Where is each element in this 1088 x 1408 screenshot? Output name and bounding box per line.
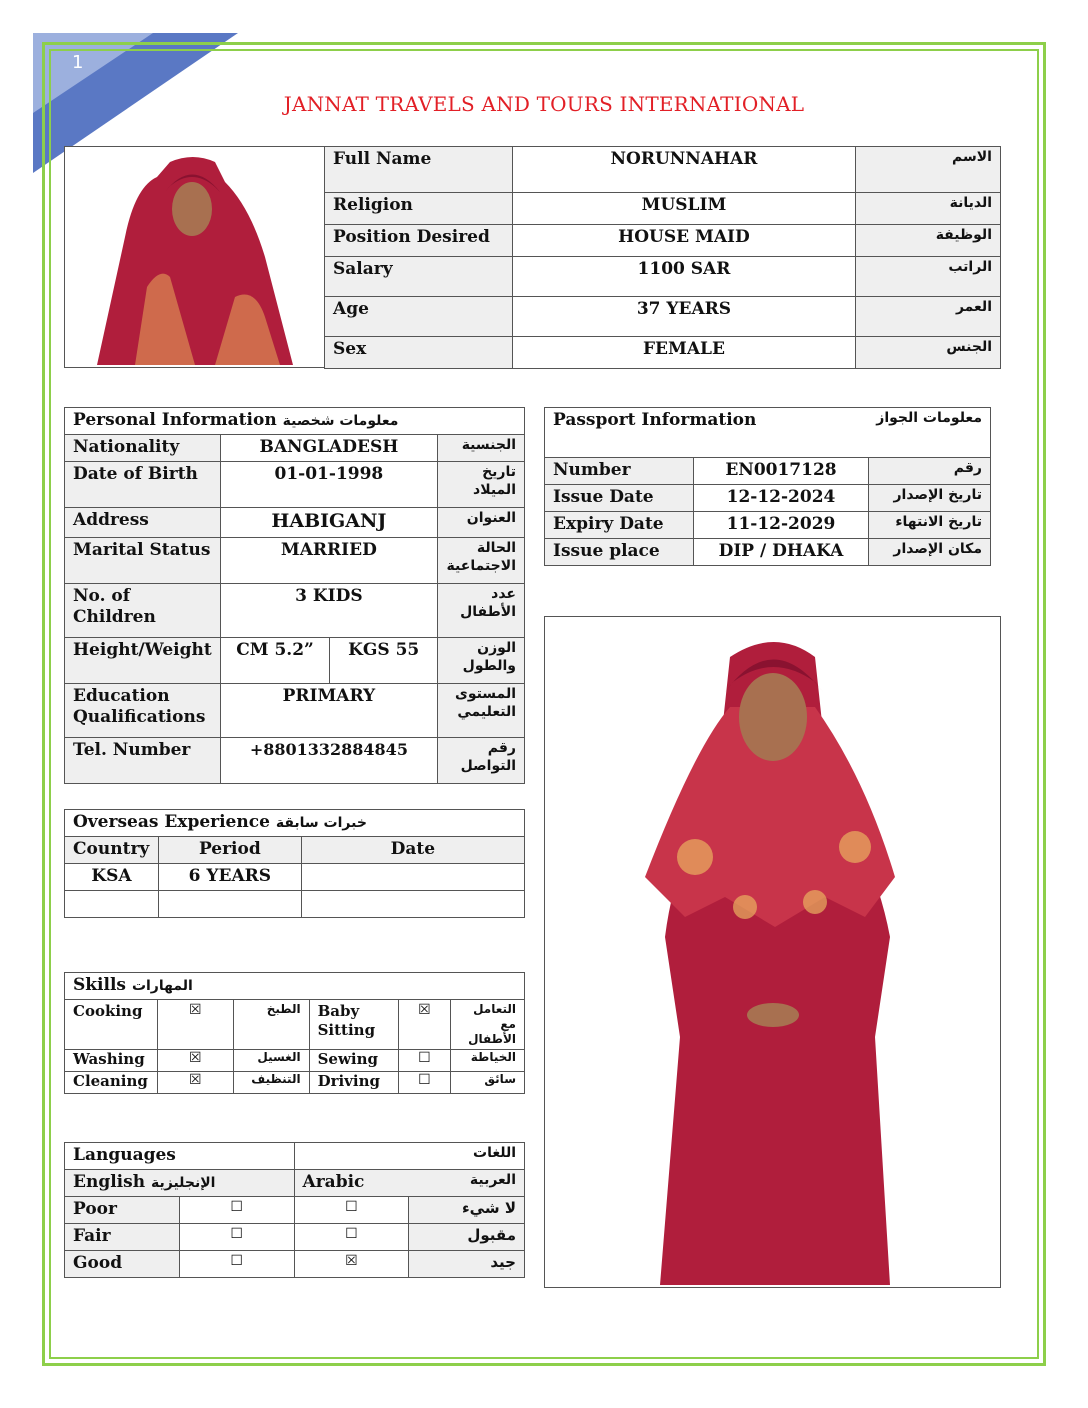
experience-period — [158, 891, 301, 918]
table-row — [65, 1170, 525, 1197]
skill-washing-arabic: الغسيل — [233, 1050, 309, 1072]
language-level-fair-arabic: مقبول — [409, 1224, 525, 1251]
religion-arabic: الديانة — [856, 193, 1001, 225]
age-label: Age — [325, 297, 513, 337]
experience-date — [301, 891, 524, 918]
issue-place-value: DIP / DHAKA — [693, 539, 869, 566]
table-row — [325, 297, 1001, 337]
english-fair-checkbox[interactable]: ☐ — [179, 1224, 294, 1251]
personal-info-table — [64, 407, 525, 784]
language-level-good-arabic: جيد — [409, 1251, 525, 1278]
address-label: Address — [65, 508, 221, 538]
skills-table — [64, 972, 525, 1094]
height-value: CM 5.2” — [220, 638, 330, 684]
language-level-poor: Poor — [65, 1197, 180, 1224]
skills-header — [65, 973, 525, 1000]
passport-number-arabic: رقم — [869, 458, 991, 485]
table-row — [325, 193, 1001, 225]
passport-header-arabic: معلومات الجواز — [876, 410, 982, 426]
english-column-header — [65, 1170, 295, 1197]
table-row — [325, 225, 1001, 257]
portrait-photo-small — [64, 146, 325, 368]
english-label: English — [73, 1172, 146, 1192]
passport-info-table — [544, 407, 991, 566]
skill-cleaning-label: Cleaning — [65, 1072, 158, 1094]
table-row — [65, 891, 525, 918]
children-arabic: عدد الأطفال — [438, 584, 525, 638]
table-row — [65, 435, 525, 462]
issue-place-arabic: مكان الإصدار — [869, 539, 991, 566]
position-value: HOUSE MAID — [512, 225, 855, 257]
table-row — [65, 684, 525, 738]
languages-table — [64, 1142, 525, 1278]
table-row — [545, 408, 991, 458]
table-row — [545, 458, 991, 485]
english-good-checkbox[interactable]: ☐ — [179, 1251, 294, 1278]
dob-label: Date of Birth — [65, 462, 221, 508]
table-row — [65, 973, 525, 1000]
passport-number-value: EN0017128 — [693, 458, 869, 485]
skill-sewing-label: Sewing — [309, 1050, 398, 1072]
passport-number-label: Number — [545, 458, 694, 485]
table-row — [545, 485, 991, 512]
arabic-good-checkbox[interactable]: ☒ — [294, 1251, 409, 1278]
table-row — [65, 1143, 525, 1170]
skill-washing-label: Washing — [65, 1050, 158, 1072]
education-value: PRIMARY — [220, 684, 437, 738]
table-row — [65, 508, 525, 538]
passport-header-label: Passport Information — [553, 410, 757, 430]
country-column-header: Country — [65, 837, 159, 864]
skill-sewing-arabic: الخياطة — [451, 1050, 525, 1072]
tel-label: Tel. Number — [65, 738, 221, 784]
skill-driving-arabic: سائق — [451, 1072, 525, 1094]
age-value: 37 YEARS — [512, 297, 855, 337]
table-row — [545, 512, 991, 539]
nationality-value: BANGLADESH — [220, 435, 437, 462]
education-arabic: المستوى التعليمي — [438, 684, 525, 738]
period-column-header: Period — [158, 837, 301, 864]
skills-header-label: Skills — [73, 975, 127, 995]
salary-label: Salary — [325, 257, 513, 297]
experience-country — [65, 891, 159, 918]
height-weight-arabic: الوزن والطول — [438, 638, 525, 684]
english-poor-checkbox[interactable]: ☐ — [179, 1197, 294, 1224]
experience-country: KSA — [65, 864, 159, 891]
skills-header-arabic: المهارات — [131, 978, 193, 994]
height-weight-label: Height/Weight — [65, 638, 221, 684]
sex-value: FEMALE — [512, 337, 855, 369]
skill-cooking-arabic: الطبخ — [233, 1000, 309, 1050]
table-row — [65, 1197, 525, 1224]
languages-header-arabic: اللغات — [294, 1143, 524, 1170]
children-label: No. of Children — [65, 584, 221, 638]
table-row — [65, 1050, 525, 1072]
address-value: HABIGANJ — [220, 508, 437, 538]
issue-date-label: Issue Date — [545, 485, 694, 512]
overseas-header-label: Overseas Experience — [73, 812, 270, 832]
address-arabic: العنوان — [438, 508, 525, 538]
skill-sewing-checkbox[interactable]: ☐ — [398, 1050, 451, 1072]
experience-period: 6 YEARS — [158, 864, 301, 891]
skill-cooking-checkbox[interactable]: ☒ — [157, 1000, 233, 1050]
skill-baby-sitting-arabic: التعامل مع الأطفال — [451, 1000, 525, 1050]
language-level-fair: Fair — [65, 1224, 180, 1251]
table-row — [325, 147, 1001, 193]
table-row — [65, 638, 525, 684]
personal-header — [65, 408, 525, 435]
table-row — [65, 1251, 525, 1278]
issue-place-label: Issue place — [545, 539, 694, 566]
arabic-column-header — [294, 1170, 524, 1197]
nationality-label: Nationality — [65, 435, 221, 462]
sex-arabic: الجنس — [856, 337, 1001, 369]
sex-label: Sex — [325, 337, 513, 369]
table-row — [325, 337, 1001, 369]
education-label: Education Qualifications — [65, 684, 221, 738]
marital-value: MARRIED — [220, 538, 437, 584]
issue-date-value: 12-12-2024 — [693, 485, 869, 512]
skill-washing-checkbox[interactable]: ☒ — [157, 1050, 233, 1072]
skill-baby-sitting-checkbox[interactable]: ☒ — [398, 1000, 451, 1050]
tel-value: +8801332884845 — [220, 738, 437, 784]
overseas-header — [65, 810, 525, 837]
table-row — [65, 837, 525, 864]
table-row — [65, 1072, 525, 1094]
expiry-date-label: Expiry Date — [545, 512, 694, 539]
dob-value: 01-01-1998 — [220, 462, 437, 508]
arabic-poor-checkbox[interactable]: ☐ — [294, 1197, 409, 1224]
arabic-label: Arabic — [302, 1172, 365, 1192]
languages-header-label: Languages — [65, 1143, 295, 1170]
marital-label: Marital Status — [65, 538, 221, 584]
salary-value: 1100 SAR — [512, 257, 855, 297]
skill-baby-sitting-label: Baby Sitting — [309, 1000, 398, 1050]
position-label: Position Desired — [325, 225, 513, 257]
expiry-date-value: 11-12-2029 — [693, 512, 869, 539]
agency-title: JANNAT TRAVELS AND TOURS INTERNATIONAL — [283, 92, 805, 116]
skill-cooking-label: Cooking — [65, 1000, 158, 1050]
expiry-date-arabic: تاريخ الانتهاء — [869, 512, 991, 539]
table-row — [65, 810, 525, 837]
experience-date — [301, 864, 524, 891]
arabic-arabic: العربية — [469, 1172, 516, 1188]
table-row — [65, 584, 525, 638]
table-row — [65, 462, 525, 508]
language-level-good: Good — [65, 1251, 180, 1278]
passport-header — [545, 408, 991, 458]
table-row — [65, 1224, 525, 1251]
overseas-experience-table — [64, 809, 525, 918]
skill-cleaning-arabic: التنظيف — [233, 1072, 309, 1094]
full-body-photo — [544, 616, 1001, 1288]
marital-arabic: الحالة الاجتماعية — [438, 538, 525, 584]
children-value: 3 KIDS — [220, 584, 437, 638]
age-arabic: العمر — [856, 297, 1001, 337]
arabic-fair-checkbox[interactable]: ☐ — [294, 1224, 409, 1251]
personal-header-label: Personal Information — [73, 410, 277, 430]
skill-driving-label: Driving — [309, 1072, 398, 1094]
personal-header-arabic: معلومات شخصية — [282, 413, 399, 429]
religion-label: Religion — [325, 193, 513, 225]
dob-arabic: تاريخ الميلاد — [438, 462, 525, 508]
salary-arabic: الراتب — [856, 257, 1001, 297]
table-row — [65, 538, 525, 584]
date-column-header: Date — [301, 837, 524, 864]
language-level-poor-arabic: لا شيء — [409, 1197, 525, 1224]
skill-driving-checkbox[interactable]: ☐ — [398, 1072, 451, 1094]
nationality-arabic: الجنسية — [438, 435, 525, 462]
main-info-table — [324, 146, 1001, 369]
person-figure-small — [65, 147, 324, 367]
issue-date-arabic: تاريخ الإصدار — [869, 485, 991, 512]
full-name-value: NORUNNAHAR — [512, 147, 855, 193]
skill-cleaning-checkbox[interactable]: ☒ — [157, 1072, 233, 1094]
english-arabic: الإنجليزية — [150, 1175, 216, 1191]
table-row — [65, 408, 525, 435]
table-row — [65, 864, 525, 891]
tel-arabic: رقم التواصل — [438, 738, 525, 784]
table-row — [545, 539, 991, 566]
full-name-arabic: الاسم — [856, 147, 1001, 193]
full-name-label: Full Name — [325, 147, 513, 193]
religion-value: MUSLIM — [512, 193, 855, 225]
page-number: 1 — [72, 52, 84, 73]
table-row — [65, 738, 525, 784]
table-row — [65, 1000, 525, 1050]
position-arabic: الوظيفة — [856, 225, 1001, 257]
table-row — [325, 257, 1001, 297]
weight-value: KGS 55 — [330, 638, 438, 684]
person-figure-large — [545, 617, 1000, 1287]
overseas-header-arabic: خبرات سابقة — [275, 815, 367, 831]
